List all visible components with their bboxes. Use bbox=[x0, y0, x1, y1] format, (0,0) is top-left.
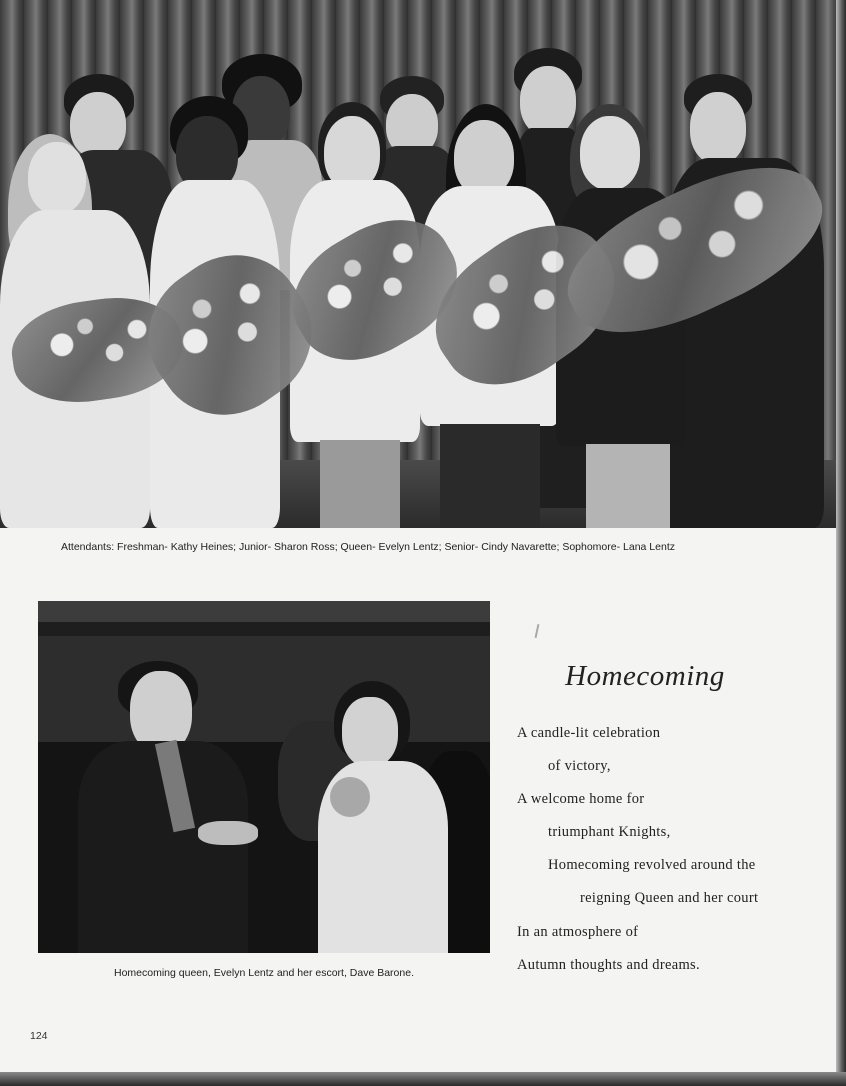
court-caption: Attendants: Freshman- Kathy Heines; Junior- Sharon Ross; Queen- Evelyn Lentz; Senior- Cindy Navarette; Sophomore- Lana Lentz bbox=[61, 541, 675, 553]
page-number: 124 bbox=[30, 1030, 48, 1042]
page-title: Homecoming bbox=[565, 660, 725, 692]
poem-line: A welcome home for bbox=[517, 791, 645, 807]
page-edge bbox=[836, 0, 846, 1086]
page-edge bbox=[0, 1072, 846, 1086]
poem-line: In an atmosphere of bbox=[517, 924, 639, 940]
dust-mark bbox=[535, 624, 540, 638]
queen-caption: Homecoming queen, Evelyn Lentz and her escort, Dave Barone. bbox=[113, 967, 414, 979]
poem-line: reigning Queen and her court bbox=[580, 890, 759, 906]
court-group-photo bbox=[0, 0, 836, 528]
poem-line: of victory, bbox=[548, 758, 611, 774]
poem-line: A candle-lit celebration bbox=[517, 725, 661, 741]
queen-escort-photo bbox=[38, 601, 490, 953]
poem-line: triumphant Knights, bbox=[548, 824, 671, 840]
poem-line: Homecoming revolved around the bbox=[548, 857, 756, 873]
poem-line: Autumn thoughts and dreams. bbox=[517, 957, 700, 973]
